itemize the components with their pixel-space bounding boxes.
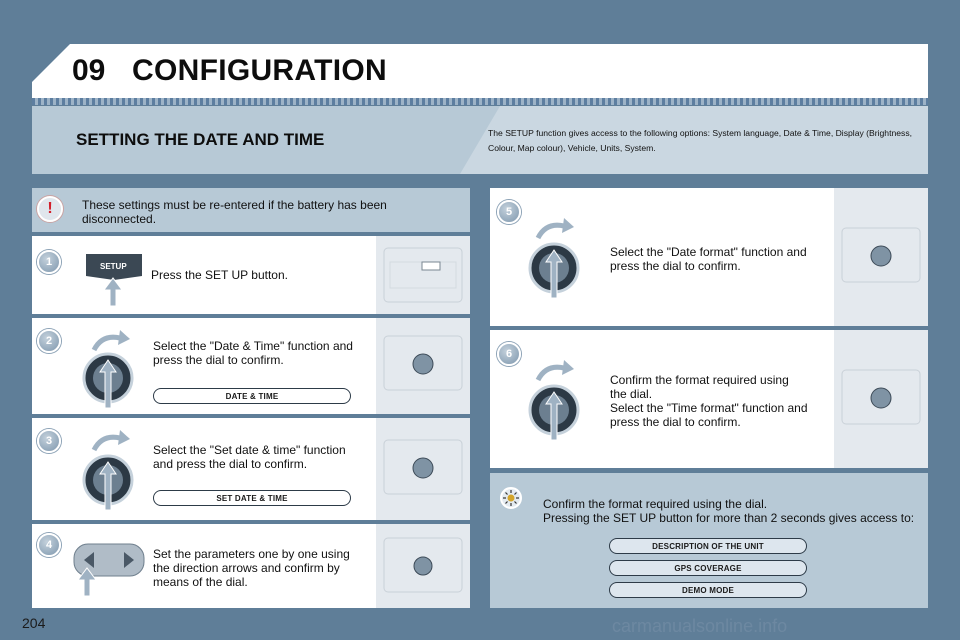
menu-date-time: DATE & TIME <box>153 388 351 404</box>
dial-icon <box>524 360 584 442</box>
step-4-badge: 4 <box>37 533 61 557</box>
step-2-console <box>376 318 470 414</box>
step-6-line-2: the dial. <box>610 387 653 401</box>
chapter-title: CONFIGURATION <box>132 54 387 87</box>
section-intro: The SETUP function gives access to the following options: System language, Date & Time, Display (Brightness, Colour, Map colour), Vehicle, Units, System. <box>488 128 913 153</box>
console-illustration-icon <box>834 188 928 326</box>
step-5-badge: 5 <box>497 200 521 224</box>
step-6-line-1: Confirm the format required using <box>610 373 789 387</box>
step-1-console <box>376 236 470 314</box>
lightbulb-icon <box>500 487 522 509</box>
page-number: 204 <box>22 615 46 631</box>
step-6-text <box>610 373 825 429</box>
console-illustration-icon <box>376 236 470 314</box>
setup-button-icon <box>86 246 142 306</box>
step-2-badge: 2 <box>37 329 61 353</box>
console-illustration-icon <box>834 330 928 468</box>
step-3-badge: 3 <box>37 429 61 453</box>
step-6-console <box>834 330 928 468</box>
step-5-text: Select the "Date format" function and press the dial to confirm. <box>610 245 807 273</box>
console-illustration-icon <box>376 418 470 520</box>
chapter-number: 09 <box>72 54 106 87</box>
step-3-text: Select the "Set date & time" function and press the dial to confirm. <box>153 443 346 471</box>
warning-text: These settings must be re-entered if the battery has been disconnected. <box>82 198 387 226</box>
step-4-console <box>376 524 470 608</box>
step-3-console <box>376 418 470 520</box>
svg-text:SETUP: SETUP <box>100 262 127 271</box>
step-1-text: Press the SET UP button. <box>151 268 288 282</box>
option-description-of-unit: DESCRIPTION OF THE UNIT <box>609 538 807 554</box>
step-4-text: Set the parameters one by one using the direction arrows and confirm by means of the dial. <box>153 547 350 589</box>
step-6-line-3: Select the "Time format" function and press the dial to confirm. <box>610 401 808 429</box>
step-6-badge: 6 <box>497 342 521 366</box>
section-title: SETTING THE DATE AND TIME <box>76 130 325 149</box>
step-2-text: Select the "Date & Time" function and press the dial to confirm. <box>153 339 353 367</box>
option-gps-coverage: GPS COVERAGE <box>609 560 807 576</box>
dial-icon <box>524 218 584 300</box>
tip-line-2: Pressing the SET UP button for more than 2 seconds gives access to: <box>543 511 915 525</box>
option-demo-mode: DEMO MODE <box>609 582 807 598</box>
direction-arrows-icon <box>70 536 150 596</box>
dial-icon <box>80 330 140 410</box>
watermark: carmanualsonline.info <box>612 616 788 636</box>
step-5-console <box>834 188 928 326</box>
console-illustration-icon <box>376 318 470 414</box>
dial-icon <box>80 430 140 512</box>
header-stripe <box>32 98 928 105</box>
console-illustration-icon <box>376 524 470 608</box>
tip-line-1: Confirm the format required using the dial. <box>543 497 768 511</box>
step-1-badge: 1 <box>37 250 61 274</box>
warning-icon: ! <box>37 196 63 222</box>
menu-set-date-time: SET DATE & TIME <box>153 490 351 506</box>
